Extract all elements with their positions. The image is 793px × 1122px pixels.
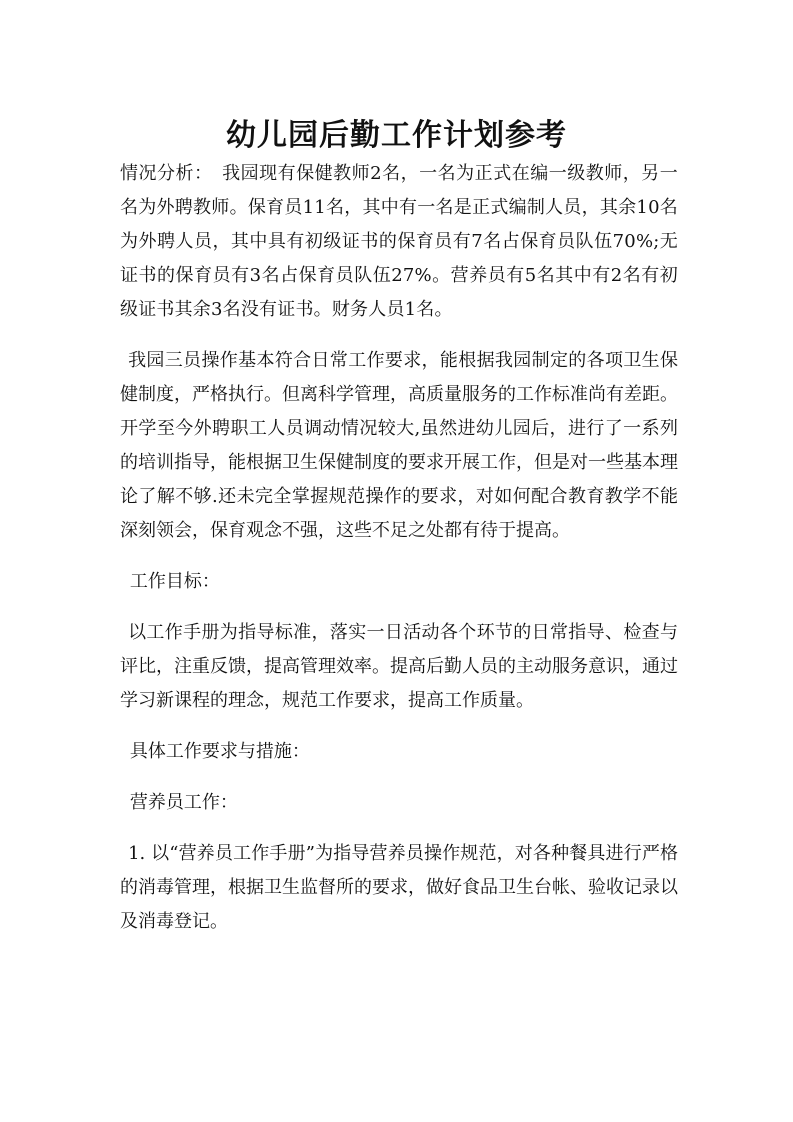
- list-item-nutritionist-1: 1. 以“营养员工作手册”为指导营养员操作规范，对各种餐具进行严格的消毒管理，根据卫生监督所的要求，做好食品卫生台帐、验收记录以及消毒登记。: [120, 843, 678, 932]
- paragraph-work-goals: 以工作手册为指导标准，落实一日活动各个环节的日常指导、检查与评比，注重反馈，提高管理效率。提高后勤人员的主动服务意识，通过学习新课程的理念，规范工作要求，提高工作质量。: [120, 622, 678, 711]
- document-body: [120, 157, 678, 956]
- heading-requirements-measures: 具体工作要求与措施：: [129, 741, 310, 762]
- heading-nutritionist-work: 营养员工作：: [129, 792, 238, 813]
- document-title: 幼儿园后勤工作计划参考: [226, 118, 567, 154]
- heading-work-goals: 工作目标：: [129, 571, 220, 592]
- paragraph-situation-analysis: 情况分析： 我园现有保健教师2名，一名为正式在编一级教师，另一名为外聘教师。保育员11名，其中有一名是正式编制人员，其余10名为外聘人员，其中具有初级证书的保育员有7名占保育员队伍70%;无证书的保育员有3名占保育员队伍27%。营养员有5名其中有2名有初级证书其余3名没有证书。财务人员1名。: [120, 163, 678, 320]
- paragraph-current-status: 我园三员操作基本符合日常工作要求，能根据我园制定的各项卫生保健制度，严格执行。但离科学管理，高质量服务的工作标准尚有差距。开学至今外聘职工人员调动情况较大,虽然进幼儿园后，进行了一系列的培训指导，能根据卫生保健制度的要求开展工作，但是对一些基本理论了解不够.还未完全掌握规范操作的要求，对如何配合教育教学不能深刻领会，保育观念不强，这些不足之处都有待于提高。: [120, 350, 678, 541]
